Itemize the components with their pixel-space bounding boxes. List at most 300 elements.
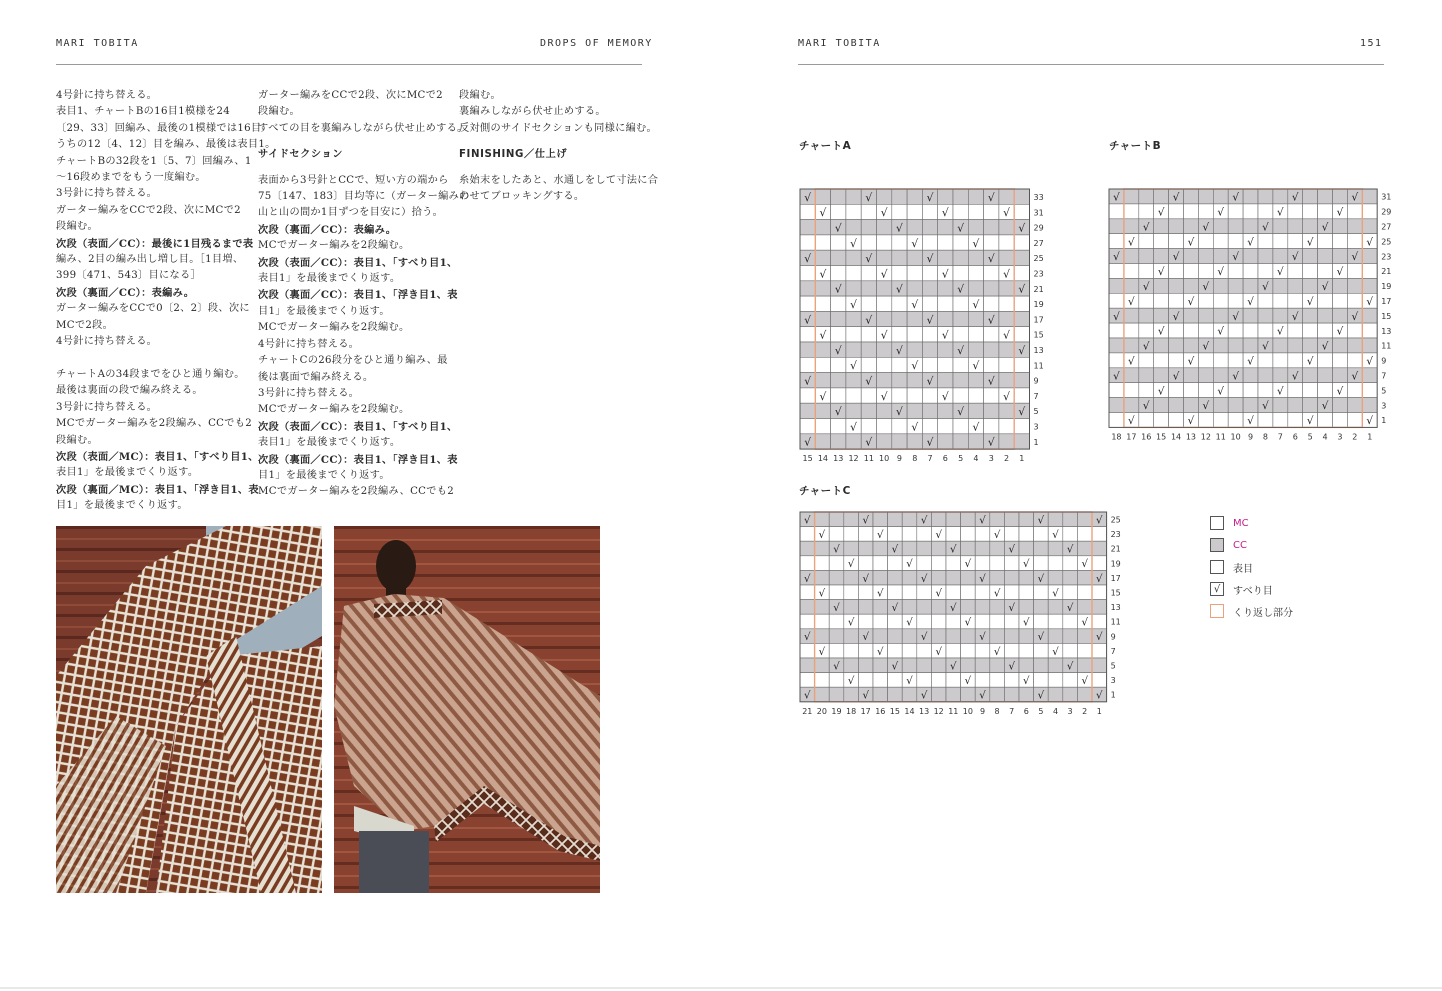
slip-stitch-symbol: √	[862, 515, 869, 527]
chart-cell	[953, 388, 968, 403]
chart-cell	[873, 614, 888, 629]
chart-cell	[1048, 614, 1063, 629]
chart-cell	[902, 600, 917, 615]
chart-cell	[1362, 383, 1377, 398]
chart-cell	[846, 342, 861, 357]
chart-cell	[861, 419, 876, 434]
chart-cell	[1288, 293, 1303, 308]
slip-stitch-symbol: √	[1037, 690, 1045, 702]
chart-cell	[1184, 278, 1199, 293]
chart-cell	[892, 189, 907, 204]
slip-stitch-symbol: √	[1037, 573, 1045, 585]
slip-stitch-symbol: √	[896, 221, 903, 235]
slip-stitch-symbol: √	[1066, 661, 1074, 673]
chart-cell	[1092, 658, 1107, 673]
left-header-title: DROPS OF MEMORY	[540, 38, 653, 49]
text-line: 次段（裏面／CC）：表目1、「浮き目1、表	[258, 289, 458, 302]
text-line: 表目1」を最後までくり返す。	[56, 467, 199, 479]
chart-cell	[1169, 264, 1184, 279]
chart-cell	[1154, 308, 1169, 323]
chart-cell	[831, 434, 846, 449]
chart-cell	[1258, 249, 1273, 264]
column-number-label: 11	[863, 454, 874, 464]
slip-stitch-symbol: √	[935, 529, 942, 541]
row-number-label: 23	[1381, 252, 1392, 262]
chart-cell	[999, 220, 1014, 235]
slip-stitch-symbol: √	[862, 632, 869, 644]
chart-cell	[1109, 264, 1124, 279]
chart-cell	[975, 585, 990, 600]
chart-cell	[1034, 585, 1049, 600]
slip-stitch-symbol: √	[1052, 588, 1059, 600]
chart-cell	[846, 266, 861, 281]
chart-cell	[815, 614, 830, 629]
slip-stitch-symbol: √	[1096, 632, 1103, 644]
chart-cell	[1288, 219, 1303, 234]
chart-cell	[938, 342, 953, 357]
chart-cell	[907, 220, 922, 235]
chart-cell	[917, 673, 932, 688]
chart-cell	[1347, 338, 1362, 353]
cc-swatch	[1210, 538, 1224, 552]
chart-cell	[877, 281, 892, 296]
slip-stitch-symbol: √	[1277, 206, 1284, 219]
slip-stitch-symbol: √	[993, 529, 1001, 541]
chart-cell	[946, 643, 961, 658]
text-line: すべての目を裏編みしながら伏せ止めする。	[258, 122, 468, 134]
chart-cell	[892, 419, 907, 434]
chart-cell	[1228, 264, 1243, 279]
column-number-label: 2	[1082, 706, 1088, 716]
row-number-label: 17	[1110, 573, 1121, 583]
chart-cell	[1273, 278, 1288, 293]
chart-cell	[1228, 383, 1243, 398]
chart-cell	[953, 296, 968, 311]
text-line: MCで2段。	[56, 319, 114, 331]
chart-cell	[990, 687, 1005, 702]
chart-cell	[1019, 541, 1034, 556]
chart-cell	[831, 235, 846, 250]
chart-cell	[815, 673, 830, 688]
column-number-label: 12	[1200, 432, 1211, 442]
chart-cell	[800, 403, 815, 418]
chart-cell	[1124, 219, 1139, 234]
chart-cell	[968, 189, 983, 204]
chart-cell	[1288, 323, 1303, 338]
chart-cell	[961, 512, 976, 527]
column-number-label: 13	[919, 706, 930, 716]
text-line: 段編む。	[56, 434, 98, 446]
slip-stitch-symbol: √	[1018, 282, 1026, 296]
chart-cell	[815, 220, 830, 235]
chart-cell	[800, 220, 815, 235]
chart-cell	[1318, 383, 1333, 398]
slip-stitch-symbol: √	[862, 573, 869, 585]
chart-cell	[1333, 353, 1348, 368]
chart-cell	[800, 556, 815, 571]
chart-cell	[873, 600, 888, 615]
slip-stitch-symbol: √	[957, 405, 965, 419]
chart-cell	[1213, 338, 1228, 353]
chart-cell	[800, 585, 815, 600]
slip-stitch-symbol: √	[891, 544, 899, 556]
slip-stitch-symbol: √	[972, 420, 980, 434]
chart-cell	[1362, 308, 1377, 323]
slip-stitch-symbol: √	[877, 588, 884, 600]
chart-cell	[917, 527, 932, 542]
chart-cell	[1014, 235, 1029, 250]
slip-stitch-symbol: √	[1351, 370, 1359, 383]
slip-stitch-symbol: √	[1142, 281, 1150, 294]
chart-cell	[1347, 323, 1362, 338]
chart-cell	[984, 220, 999, 235]
chart-cell	[888, 527, 903, 542]
slip-stitch-symbol: √	[819, 206, 827, 220]
chart-cell	[873, 556, 888, 571]
chart-cell	[953, 434, 968, 449]
chart-cell	[1213, 353, 1228, 368]
chart-cell	[1243, 189, 1258, 204]
chart-cell	[1318, 308, 1333, 323]
chart-cell	[1184, 219, 1199, 234]
chart-cell	[1109, 219, 1124, 234]
chart-c-title: チャートC	[799, 485, 851, 497]
chart-cell	[922, 281, 937, 296]
chart-cell	[953, 357, 968, 372]
slip-stitch-symbol: √	[920, 690, 928, 702]
chart-cell	[1034, 600, 1049, 615]
slip-stitch-symbol: √	[1247, 295, 1254, 308]
text-line: 次段（表面／CC）：表目1、「すべり目1、	[258, 256, 458, 269]
right-header-author: MARI TOBITA	[798, 38, 881, 49]
chart-cell	[907, 204, 922, 219]
chart-cell	[1034, 673, 1049, 688]
chart-cell	[946, 629, 961, 644]
chart-cell	[815, 311, 830, 326]
chart-cell	[990, 600, 1005, 615]
chart-cell	[1124, 278, 1139, 293]
chart-cell	[938, 419, 953, 434]
chart-cell	[968, 388, 983, 403]
chart-cell	[1273, 189, 1288, 204]
chart-cell	[892, 388, 907, 403]
chart-cell	[1124, 249, 1139, 264]
slip-stitch-symbol: √	[1023, 675, 1030, 687]
legend-slip-label: すべり目	[1233, 585, 1273, 597]
chart-cell	[990, 658, 1005, 673]
chart-legend	[1210, 512, 1293, 622]
chart-cell	[829, 570, 844, 585]
chart-cell	[1258, 323, 1273, 338]
column-number-label: 9	[979, 706, 986, 716]
chart-cell	[800, 281, 815, 296]
chart-cell	[938, 250, 953, 265]
text-line: 次段（裏面／CC）：表編み。	[56, 286, 195, 299]
chart-cell	[953, 189, 968, 204]
chart-cell	[892, 327, 907, 342]
chart-cell	[1092, 556, 1107, 571]
chart-cell	[1014, 388, 1029, 403]
chart-cell	[999, 434, 1014, 449]
chart-cell	[961, 585, 976, 600]
slip-stitch-symbol: √	[896, 405, 903, 419]
chart-cell	[1048, 570, 1063, 585]
chart-cell	[984, 204, 999, 219]
chart-cell	[844, 570, 859, 585]
chart-cell	[831, 266, 846, 281]
slip-stitch-symbol: √	[911, 298, 919, 312]
slip-stitch-symbol: √	[926, 435, 934, 449]
chart-cell	[975, 600, 990, 615]
chart-cell	[999, 357, 1014, 372]
chart-cell	[1228, 204, 1243, 219]
chart-cell	[815, 556, 830, 571]
chart-c-grid	[800, 512, 1130, 716]
chart-cell	[984, 266, 999, 281]
row-number-label: 3	[1110, 676, 1116, 686]
legend-cc-label: CC	[1233, 539, 1247, 551]
column-number-label: 10	[879, 454, 890, 464]
chart-cell	[984, 296, 999, 311]
legend-repeat	[1210, 600, 1293, 622]
slip-stitch-symbol: √	[865, 313, 873, 327]
slip-stitch-symbol: √	[1066, 544, 1074, 556]
row-number-label: 33	[1033, 193, 1044, 203]
slip-stitch-symbol: √	[906, 675, 913, 687]
chart-cell	[1154, 219, 1169, 234]
text-line: 目1」を最後までくり返す。	[56, 500, 188, 512]
chart-cell	[829, 629, 844, 644]
column-number-label: 14	[817, 454, 829, 464]
chart-cell	[1034, 658, 1049, 673]
chart-cell	[1077, 512, 1092, 527]
slip-stitch-symbol: √	[964, 675, 972, 687]
chart-cell	[1014, 311, 1029, 326]
text-line: 4号針に持ち替える。	[56, 336, 158, 348]
chart-cell	[858, 527, 873, 542]
slip-stitch-symbol: √	[1008, 544, 1015, 556]
slip-stitch-symbol: √	[1081, 617, 1088, 629]
legend-knit	[1210, 556, 1293, 578]
chart-cell	[938, 281, 953, 296]
chart-cell	[1318, 264, 1333, 279]
text-line: 最後は裏面の段で編み終える。	[56, 385, 203, 397]
slip-stitch-symbol: √	[1351, 191, 1359, 204]
column-number-label: 12	[933, 706, 944, 716]
chart-cell	[861, 403, 876, 418]
chart-cell	[831, 204, 846, 219]
slip-stitch-symbol: √	[1172, 370, 1180, 383]
chart-cell	[800, 658, 815, 673]
text-line: 〔29、33〕回編み、最後の1模様では16目	[56, 122, 262, 134]
chart-cell	[829, 585, 844, 600]
chart-cell	[861, 281, 876, 296]
slip-stitch-symbol: √	[1157, 325, 1165, 338]
text-line: ガーター編みをCCで2段、次にMCで2	[56, 204, 241, 216]
chart-cell	[1347, 204, 1362, 219]
chart-cell	[931, 541, 946, 556]
chart-cell	[1362, 323, 1377, 338]
chart-cell	[999, 296, 1014, 311]
chart-cell	[831, 419, 846, 434]
slip-stitch-symbol: √	[1306, 355, 1314, 368]
chart-cell	[888, 687, 903, 702]
slip-stitch-symbol: √	[979, 573, 986, 585]
chart-cell	[1014, 250, 1029, 265]
chart-cell	[873, 673, 888, 688]
chart-cell	[1139, 264, 1154, 279]
column-number-label: 13	[1185, 432, 1197, 442]
chart-cell	[938, 235, 953, 250]
chart-cell	[800, 600, 815, 615]
chart-cell	[861, 342, 876, 357]
chart-cell	[907, 373, 922, 388]
chart-cell	[1347, 398, 1362, 413]
chart-cell	[800, 541, 815, 556]
text-line: MCでガーター編みを2段編む。	[258, 404, 410, 416]
slip-stitch-symbol: √	[941, 206, 949, 220]
slip-stitch-symbol: √	[834, 221, 842, 235]
chart-cell	[877, 357, 892, 372]
chart-cell	[1333, 234, 1348, 249]
chart-cell	[1303, 189, 1318, 204]
chart-cell	[888, 614, 903, 629]
chart-cell	[1109, 398, 1124, 413]
chart-cell	[1258, 413, 1273, 428]
chart-cell	[1318, 204, 1333, 219]
slip-stitch-symbol: √	[1113, 251, 1120, 264]
chart-cell	[1004, 527, 1019, 542]
chart-cell	[1303, 338, 1318, 353]
chart-cell	[846, 250, 861, 265]
slip-stitch-symbol: √	[896, 282, 903, 296]
chart-cell	[892, 434, 907, 449]
chart-cell	[1048, 687, 1063, 702]
chart-cell	[829, 614, 844, 629]
chart-cell	[968, 311, 983, 326]
chart-cell	[990, 673, 1005, 688]
chart-a-grid	[800, 189, 1060, 464]
slip-stitch-symbol: √	[1172, 251, 1180, 264]
chart-cell	[1228, 323, 1243, 338]
chart-cell	[1228, 219, 1243, 234]
slip-stitch-symbol: √	[818, 529, 826, 541]
chart-cell	[1077, 600, 1092, 615]
chart-cell	[1273, 368, 1288, 383]
left-header-rule	[56, 64, 642, 65]
slip-stitch-symbol: √	[920, 515, 928, 527]
column-number-label: 8	[912, 454, 918, 464]
chart-cell	[1154, 398, 1169, 413]
slip-stitch-symbol: √	[804, 573, 811, 585]
column-number-label: 7	[927, 454, 933, 464]
slip-stitch-symbol: √	[987, 252, 995, 266]
chart-cell	[877, 235, 892, 250]
column-number-label: 2	[1004, 454, 1010, 464]
chart-cell	[873, 687, 888, 702]
chart-cell	[861, 357, 876, 372]
chart-cell	[1362, 338, 1377, 353]
slip-stitch-symbol: √	[964, 617, 972, 629]
chart-cell	[961, 643, 976, 658]
slip-stitch-symbol: √	[979, 632, 986, 644]
chart-cell	[984, 403, 999, 418]
chart-cell	[1092, 673, 1107, 688]
slip-stitch-symbol: √	[804, 690, 811, 702]
chart-cell	[877, 189, 892, 204]
chart-cell	[1333, 278, 1348, 293]
text-line	[56, 351, 246, 367]
chart-cell	[907, 311, 922, 326]
chart-cell	[1347, 383, 1362, 398]
chart-cell	[907, 189, 922, 204]
text-line: 表面から3号針とCCで、短い方の端から	[258, 174, 449, 186]
chart-cell	[888, 512, 903, 527]
chart-cell	[1228, 398, 1243, 413]
chart-cell	[1048, 673, 1063, 688]
slip-stitch-symbol: √	[1321, 221, 1329, 234]
chart-cell	[1303, 264, 1318, 279]
chart-cell	[815, 541, 830, 556]
chart-cell	[1303, 323, 1318, 338]
slip-stitch-symbol: √	[1217, 325, 1225, 338]
chart-cell	[1092, 527, 1107, 542]
chart-cell	[1004, 687, 1019, 702]
chart-cell	[1243, 308, 1258, 323]
column-number-label: 11	[948, 706, 959, 716]
slip-stitch-symbol: √	[1142, 400, 1150, 413]
chart-cell	[907, 342, 922, 357]
chart-cell	[844, 585, 859, 600]
chart-cell	[931, 658, 946, 673]
text-line: 次段（表面／MC）：表目1、「すべり目1、	[56, 450, 259, 463]
slip-stitch-symbol: √	[834, 343, 842, 357]
chart-cell	[1258, 234, 1273, 249]
slip-stitch-symbol: √	[972, 298, 980, 312]
chart-cell	[1109, 204, 1124, 219]
chart-cell	[999, 403, 1014, 418]
chart-cell	[1154, 234, 1169, 249]
column-number-label: 9	[896, 454, 902, 464]
chart-cell	[815, 403, 830, 418]
slip-stitch-symbol: √	[1336, 385, 1344, 398]
slip-stitch-symbol: √	[906, 559, 913, 571]
slip-stitch-symbol: √	[987, 190, 995, 204]
slip-stitch-symbol: √	[935, 646, 942, 658]
chart-cell	[999, 311, 1014, 326]
row-number-label: 1	[1381, 416, 1387, 426]
chart-cell	[1198, 413, 1213, 428]
chart-cell	[800, 388, 815, 403]
column-number-label: 14	[904, 706, 915, 716]
chart-cell	[902, 527, 917, 542]
text-line: 次段（裏面／CC）：表編み。	[258, 223, 397, 236]
slip-stitch-symbol: √	[926, 252, 934, 266]
chart-cell	[800, 527, 815, 542]
chart-cell	[975, 614, 990, 629]
chart-cell	[815, 357, 830, 372]
text-line: 目1」を最後までくり返す。	[258, 469, 390, 481]
row-number-label: 1	[1033, 437, 1039, 447]
slip-stitch-symbol: √	[1003, 267, 1010, 281]
slip-stitch-symbol: √	[896, 343, 903, 357]
chart-cell	[829, 556, 844, 571]
slip-stitch-symbol: √	[819, 267, 827, 281]
column-number-label: 21	[802, 706, 813, 716]
chart-cell	[975, 527, 990, 542]
chart-cell	[846, 220, 861, 235]
chart-cell	[968, 434, 983, 449]
